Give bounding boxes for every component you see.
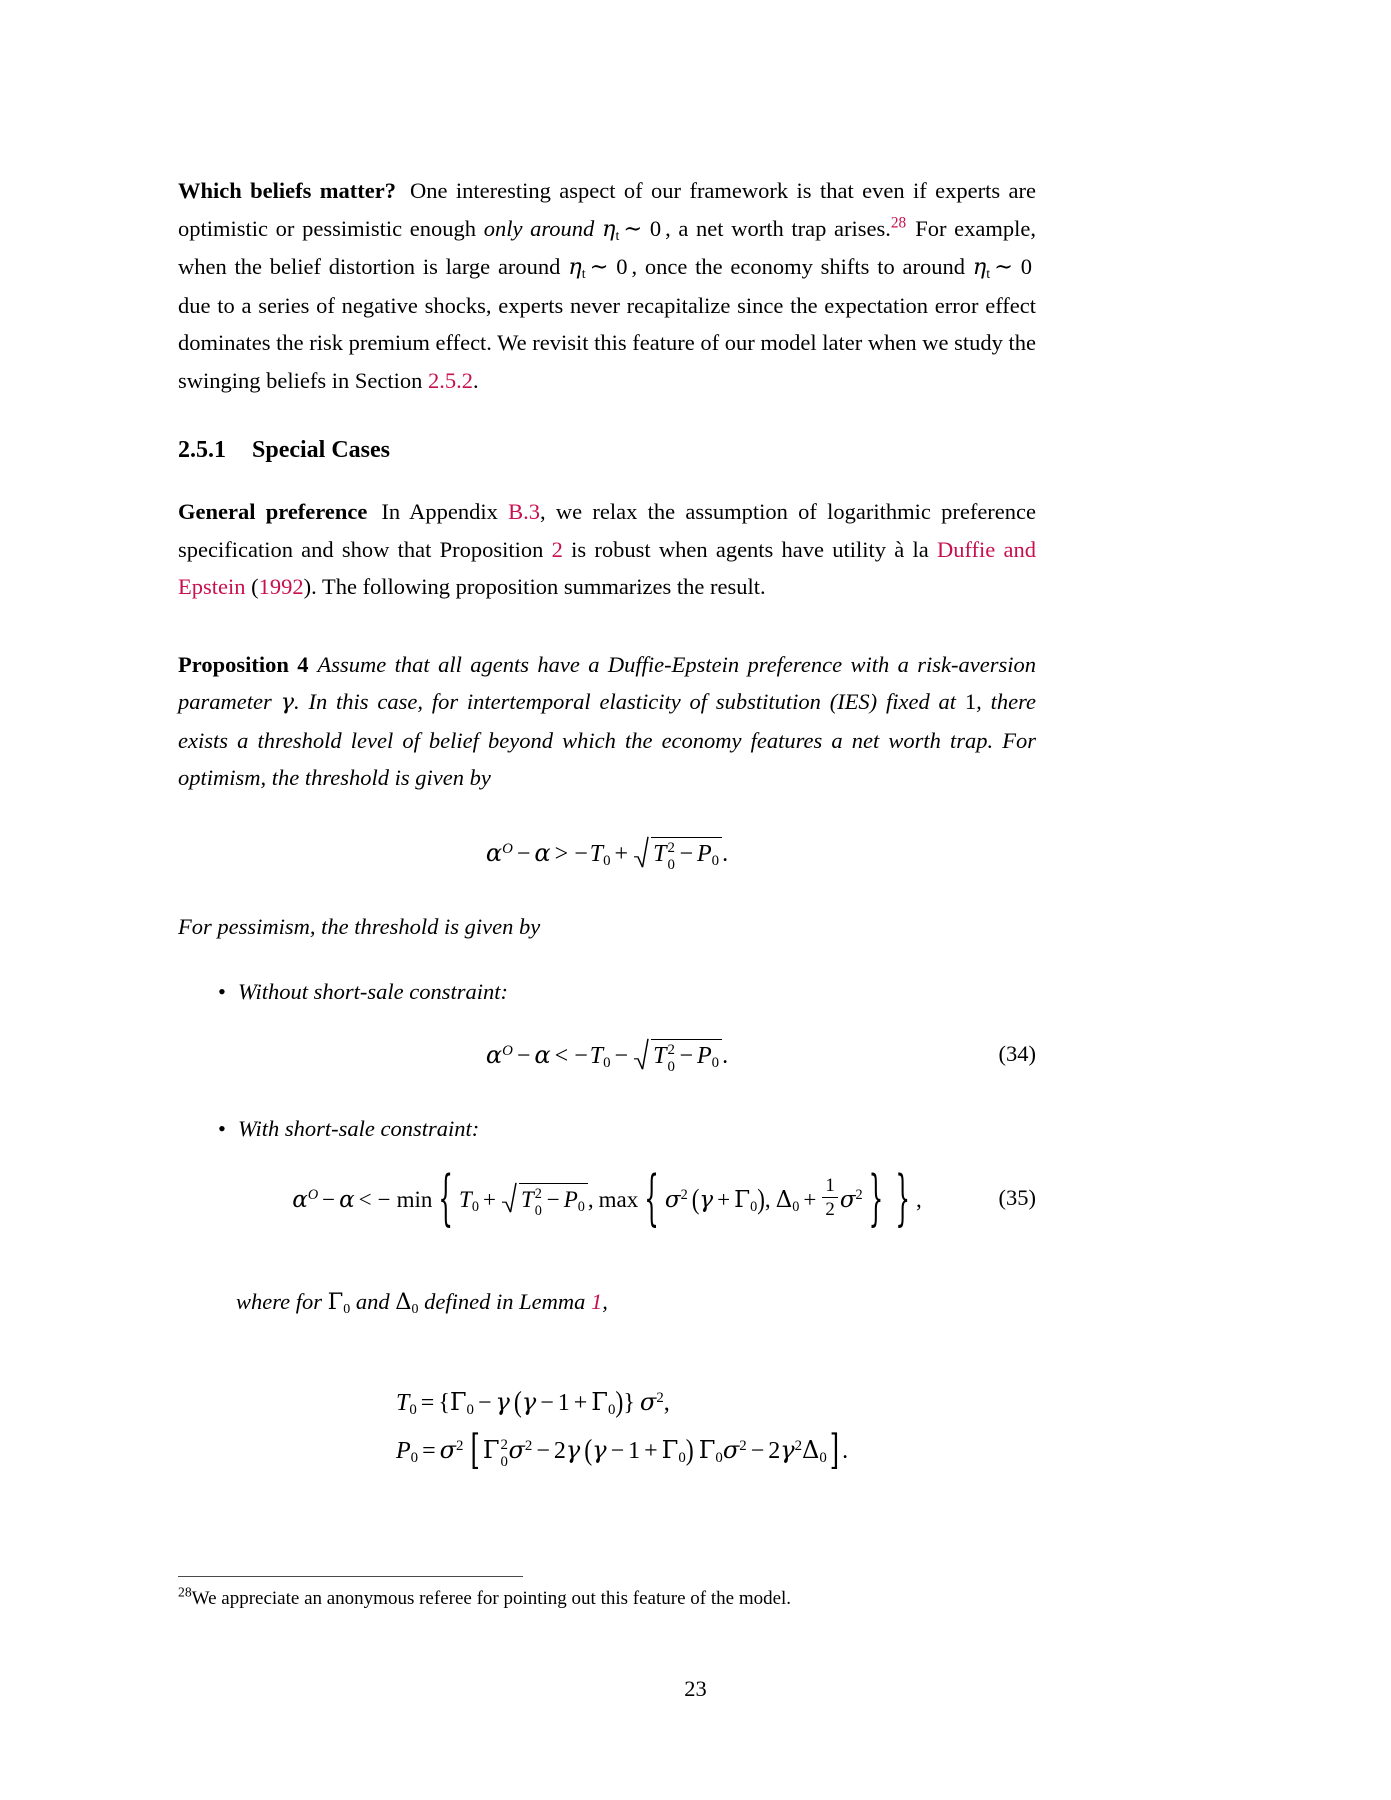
eq35-Gamma-1: Γ	[734, 1187, 751, 1214]
citation-duffie-epstein-year[interactable]: 1992	[258, 574, 304, 599]
where-math-Gamma: Γ	[327, 1288, 344, 1315]
eqP0-paren-open: (	[584, 1434, 593, 1467]
eq34-T: T	[589, 1042, 604, 1069]
eqT0-equals: =	[420, 1389, 435, 1416]
paragraph-proposition-4	[178, 646, 1036, 797]
math-sim-zero-2: ∼ 0	[589, 254, 628, 279]
equation-35-row	[178, 1166, 1036, 1235]
which-beliefs-text-1: One interesting aspect of our framework is that even if experts are optimistic or pessimistic enough	[178, 178, 1036, 241]
eqT0-brace-open: {	[438, 1389, 450, 1416]
math-sim-zero-1: ∼ 0	[623, 215, 662, 241]
eqT0-Gamma-1: Γ	[449, 1387, 467, 1416]
eq35-T2: T	[520, 1187, 534, 1213]
equation-block-T0-P0	[178, 1380, 1036, 1476]
eqP0-Gamma-1: Γ	[482, 1435, 500, 1464]
eq35-comma-3: ,	[915, 1187, 922, 1213]
eqP0-minus-3: −	[750, 1437, 765, 1464]
eq35-sqrt	[502, 1183, 588, 1220]
where-math-Delta-sub: 0	[411, 1301, 419, 1317]
equation-optimism-body	[485, 838, 729, 873]
eqP0-P: P	[396, 1437, 411, 1464]
eqT0-sigma: σ	[639, 1387, 657, 1416]
eq-opt-radicand: T 0 2 − $P_0$	[651, 837, 722, 868]
footnote-rule	[178, 1576, 523, 1577]
equation-optimism-threshold	[178, 837, 1036, 873]
eq35-Delta: Δ	[775, 1187, 793, 1214]
math-one-inline: 1	[964, 689, 977, 714]
equation-P0-body: $P_0 = \sigma^2$ [ Γ 0 2 $\sigma^2 - 2\gamma$ $(\gamma - 1 + \Gamma_0)$ $\Gamma_0\sigma^2 - 2\gamma^2\Delta_0$ ] .	[396, 1438, 848, 1464]
eq35-brace-open-1: {	[438, 1166, 454, 1235]
eq35-brace-close-1: }	[895, 1166, 910, 1235]
proposition-4-text-3: , there exists a threshold level of belief beyond which the economy features a net worth trap. For optimism, the threshold is given by	[178, 689, 1036, 790]
eq35-max-operator: max	[598, 1187, 639, 1213]
eq34-P-sub: 0	[711, 1054, 720, 1071]
eq35-gamma-1: γ	[699, 1187, 714, 1214]
eqP0-Gamma-3-sub: 0	[715, 1449, 723, 1466]
eqP0-Gamma-2-sub: 0	[678, 1449, 686, 1466]
eq-opt-minus-3: −	[679, 840, 693, 867]
bullet-list-with-constraint	[178, 1110, 1036, 1148]
eq34-period: .	[722, 1042, 729, 1069]
paragraph-which-beliefs-matter	[178, 172, 1036, 399]
eq35-P: P	[563, 1187, 578, 1213]
math-eta-2-sub: t	[581, 266, 586, 282]
eq35-T: T	[459, 1187, 472, 1213]
where-text-4: ,	[602, 1288, 608, 1314]
eq35-paren-close-1: )	[757, 1184, 765, 1215]
equation-34-tag: (34)	[998, 1041, 1036, 1066]
eq35-comma-1: ,	[587, 1187, 594, 1213]
equation-34-body	[485, 1040, 729, 1075]
general-pref-text-4: (	[245, 574, 259, 599]
proposition-4-label: Proposition 4	[178, 651, 309, 677]
runin-heading-which-beliefs: Which beliefs matter?	[178, 178, 397, 203]
eqT0-T: T	[396, 1389, 410, 1416]
cross-ref-proposition-2[interactable]: 2	[551, 536, 563, 562]
eq35-Gamma-1-sub: 0	[750, 1199, 758, 1216]
eqP0-one: 1	[628, 1437, 641, 1464]
eq35-T-sub: 0	[471, 1199, 479, 1216]
eq35-frac-denominator: 2	[825, 1199, 835, 1221]
eqP0-two-2: 2	[768, 1437, 781, 1464]
equation-P0-definition	[396, 1425, 1036, 1476]
page-number: 23	[684, 1676, 707, 1701]
footnote-area	[178, 1576, 1036, 1612]
where-math-Gamma-sub: 0	[343, 1301, 351, 1317]
eqP0-equals: =	[422, 1437, 436, 1464]
section-number: 2.5.1	[178, 437, 226, 463]
page-content	[178, 172, 1036, 1476]
eqP0-bracket-close: ]	[829, 1425, 840, 1474]
eq35-minus-2: −	[377, 1187, 391, 1213]
math-eta-1-sub: t	[615, 228, 620, 244]
eq35-alpha-2: α	[339, 1187, 355, 1214]
eq-opt-sqrt	[634, 837, 722, 873]
equation-35-tag: (35)	[998, 1184, 1036, 1210]
eq35-plus-3: +	[803, 1187, 817, 1213]
eqT0-T-sub: 0	[409, 1401, 417, 1418]
eq35-one-half-fraction	[822, 1175, 837, 1220]
eq-opt-alpha-1: α	[485, 838, 503, 867]
eq35-plus-2: +	[717, 1187, 731, 1213]
eqT0-brace-close: }	[623, 1389, 635, 1416]
cross-ref-lemma-1[interactable]: 1	[590, 1288, 603, 1314]
paragraph-where-clause	[178, 1283, 1036, 1322]
eqP0-Delta-sub: 0	[819, 1449, 827, 1466]
eqP0-minus-2: −	[610, 1437, 625, 1464]
eq-opt-relation: >	[554, 840, 569, 867]
eq34-sup-O: O	[502, 1042, 513, 1059]
eqP0-sigma-2-sup: 2	[524, 1437, 533, 1454]
which-beliefs-text-5: due to a series of negative shocks, experts never recapitalize since the expectation error effect dominates the risk premium effect. We revisit this feature of our model later when we study the swinging beliefs in Section	[178, 292, 1036, 393]
footnote-28	[178, 1586, 1036, 1612]
which-beliefs-text-2: , a net worth trap arises.	[665, 215, 891, 241]
eqP0-bracket-open: [	[470, 1425, 480, 1474]
eqT0-minus-2: −	[540, 1389, 554, 1416]
bullet-item-with-short-sale: • With short-sale constraint:	[178, 1110, 1036, 1148]
eqP0-Gamma-3: Γ	[698, 1435, 716, 1464]
eq-opt-alpha-2: α	[534, 838, 551, 867]
eq35-comma-2: ,	[764, 1187, 771, 1213]
eqP0-Delta: Δ	[802, 1435, 820, 1464]
eqP0-sigma-3-sup: 2	[739, 1437, 747, 1454]
eq35-sigma-2-sup: 2	[855, 1187, 863, 1204]
equation-T0-definition	[396, 1380, 1036, 1428]
eqP0-P-sub: 0	[410, 1449, 419, 1466]
eq34-alpha-2: α	[534, 1040, 551, 1069]
paragraph-pessimism-intro: For pessimism, the threshold is given by	[178, 913, 541, 939]
footnote-marker-28[interactable]: 28	[890, 214, 907, 231]
eqT0-one: 1	[557, 1389, 570, 1416]
which-beliefs-text-3: For example, when the belief distortion is large around	[178, 215, 1036, 279]
general-pref-text-5: ). The following proposition summarizes the result.	[303, 574, 766, 599]
math-eta-3: η	[972, 254, 987, 280]
radical-sign-icon	[634, 836, 649, 868]
eq-opt-sup-O: O	[502, 840, 513, 857]
eq34-radicand: T 0 2 − $P_0$	[651, 1039, 722, 1070]
eq35-radicand: T 0 2 − $P_0$	[519, 1183, 588, 1213]
eqT0-Gamma-2: Γ	[591, 1387, 608, 1416]
eqT0-gamma-1: γ	[495, 1387, 510, 1416]
section-heading-251	[178, 435, 1036, 465]
eqP0-sigma-3: σ	[722, 1435, 740, 1464]
eq35-brace-open-2: {	[644, 1166, 659, 1235]
math-eta-3-sub: t	[986, 266, 991, 282]
radical-sign-icon	[634, 1038, 649, 1070]
equation-T0-body	[396, 1386, 670, 1419]
eqP0-paren-close: )	[685, 1434, 694, 1467]
which-beliefs-text-6: .	[472, 367, 479, 393]
eq-opt-P: P	[696, 840, 712, 867]
proposition-4-text-2: . In this case, for intertemporal elasticity of substitution (IES) fixed at	[294, 689, 965, 714]
general-pref-text-1: In Appendix	[381, 499, 509, 524]
math-gamma-inline: γ	[280, 689, 295, 715]
where-text-3: defined in Lemma	[418, 1288, 591, 1314]
eq34-T2: T	[653, 1042, 667, 1069]
general-pref-text-3: is robust when agents have utility à la	[562, 536, 937, 562]
eq35-sigma-1: σ	[664, 1187, 681, 1214]
eqT0-plus: +	[573, 1389, 588, 1416]
eqP0-sigma-1: σ	[439, 1435, 457, 1464]
eqP0-gamma-3: γ	[780, 1435, 795, 1464]
math-sim-zero-3: ∼ 0	[994, 254, 1032, 279]
eq34-minus-3: −	[614, 1042, 629, 1069]
eq34-T-sub: 0	[603, 1054, 611, 1071]
eqP0-minus-1: −	[536, 1437, 550, 1464]
eqT0-gamma-2: γ	[521, 1387, 537, 1416]
eqP0-gamma-2: γ	[592, 1435, 607, 1464]
eqT0-paren-open: (	[513, 1386, 522, 1419]
eqP0-plus: +	[644, 1437, 658, 1464]
eq35-relation: <	[358, 1187, 372, 1213]
eqP0-two-1: 2	[553, 1437, 566, 1464]
where-math-Delta: Δ	[395, 1288, 412, 1315]
eqP0-sigma-2: σ	[508, 1435, 525, 1464]
eq-opt-P-sub: 0	[711, 852, 720, 869]
eq35-plus-1: +	[482, 1187, 496, 1213]
eq34-alpha-1: α	[485, 1040, 503, 1069]
paragraph-general-preference	[178, 493, 1036, 606]
eqP0-gamma-1: γ	[565, 1435, 581, 1464]
general-pref-text-2: , we relax the assumption of logarithmic preference specification and show that Proposition	[178, 499, 1037, 562]
eqT0-Gamma-1-sub: 0	[466, 1401, 474, 1418]
math-eta-2: η	[568, 254, 582, 280]
eq-opt-minus-2: −	[574, 840, 588, 867]
eqT0-minus-1: −	[477, 1389, 492, 1416]
footnote-body-text: We appreciate an anonymous referee for pointing out this feature of the model.	[191, 1588, 792, 1610]
where-text-1: where for	[236, 1288, 328, 1314]
eq35-P-sub: 0	[577, 1199, 585, 1216]
radical-sign-icon	[502, 1182, 517, 1213]
eq-opt-plus: +	[614, 840, 629, 867]
eq35-Delta-sub: 0	[792, 1199, 800, 1216]
eqP0-Gamma-2: Γ	[661, 1435, 679, 1464]
eq-opt-T: T	[589, 840, 604, 867]
eq34-P: P	[696, 1042, 712, 1069]
footnote-number: 28	[178, 1584, 192, 1600]
eq-opt-T2: T	[653, 840, 667, 867]
equation-34-row	[178, 1039, 1036, 1075]
eq35-frac-numerator: 1	[822, 1175, 837, 1198]
proposition-4-text-1: Assume that all agents have a Duffie-Epstein preference with a risk-aversion parameter	[178, 651, 1036, 714]
eq35-alpha-1: α	[292, 1187, 308, 1214]
eq35-minus-3: −	[546, 1187, 560, 1213]
equation-35-body	[292, 1166, 922, 1235]
eq35-min-operator: min	[396, 1187, 433, 1213]
eq34-relation: <	[554, 1042, 569, 1069]
eq34-sqrt	[634, 1039, 722, 1075]
where-text-2: and	[350, 1288, 396, 1314]
eq35-sigma-2: σ	[839, 1187, 856, 1214]
eq35-sigma-1-sup: 2	[680, 1187, 688, 1204]
section-title: Special Cases	[252, 437, 390, 463]
runin-heading-general-preference: General preference	[178, 499, 368, 524]
eq34-minus-4: −	[679, 1042, 693, 1069]
bullet-list-without-constraint	[178, 973, 1036, 1011]
eq34-minus-1: −	[516, 1042, 531, 1069]
eq-opt-period: .	[722, 840, 729, 867]
eq35-sup-O: O	[307, 1187, 319, 1204]
citation-duffie-epstein-authors[interactable]: Duffie and Epstein	[178, 536, 1036, 599]
eqP0-gamma-3-sup: 2	[794, 1437, 803, 1454]
eq35-brace-close-2: }	[868, 1166, 884, 1235]
eqT0-paren-close: )	[615, 1386, 624, 1419]
cross-ref-section-252[interactable]: 2.5.2	[427, 367, 473, 393]
eq-opt-T-sub: 0	[603, 852, 611, 869]
eq35-minus-1: −	[322, 1187, 336, 1213]
eq34-minus-2: −	[574, 1042, 588, 1069]
bullet-item-without-short-sale: • Without short-sale constraint:	[178, 973, 1036, 1011]
math-eta-1: η	[601, 215, 616, 242]
eq-opt-minus-1: −	[516, 840, 531, 867]
eq35-paren-open-1: (	[691, 1184, 700, 1215]
which-beliefs-emph-1: only around	[483, 215, 602, 241]
eqT0-comma: ,	[663, 1389, 670, 1416]
eqP0-period: .	[842, 1437, 849, 1464]
which-beliefs-text-4: , once the economy shifts to around	[631, 254, 973, 279]
eqT0-Gamma-2-sub: 0	[607, 1401, 616, 1418]
cross-ref-appendix-b3[interactable]: B.3	[508, 499, 541, 524]
eqP0-sigma-1-sup: 2	[456, 1437, 464, 1454]
eqT0-sigma-sup: 2	[656, 1389, 664, 1406]
